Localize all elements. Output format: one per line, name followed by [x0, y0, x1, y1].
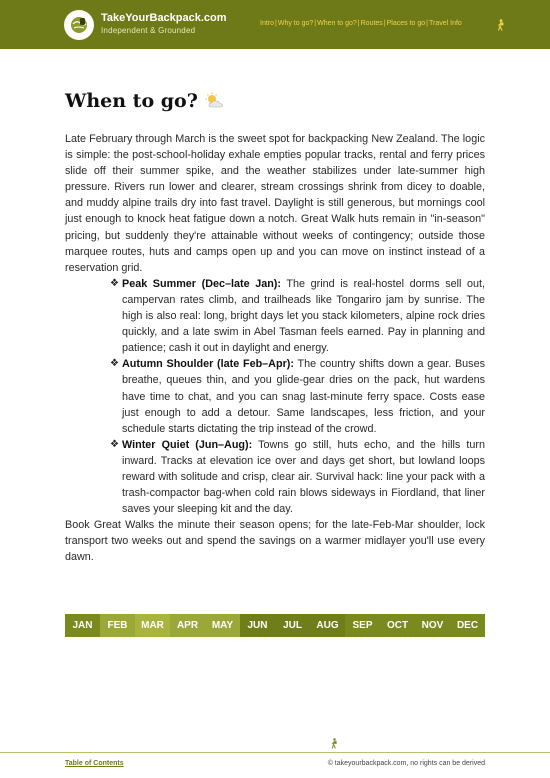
month-cell-jan: JAN: [65, 614, 100, 637]
nav-intro[interactable]: Intro: [260, 20, 275, 27]
table-of-contents-link[interactable]: Table of Contents: [65, 760, 124, 767]
month-cell-apr: APR: [170, 614, 205, 637]
title-row: [65, 90, 226, 112]
nav-places-to-go[interactable]: Places to go: [386, 20, 426, 27]
copyright-notice: © takeyourbackpack.com, no rights can be derived: [327, 760, 485, 767]
month-cell-sep: SEP: [345, 614, 380, 637]
nav-when-to-go[interactable]: When to go?: [317, 20, 357, 27]
hiker-icon: [496, 19, 506, 31]
outro-paragraph: Book Great Walks the minute their season opens; for the late-Feb-Mar shoulder, lock transport two weeks out and spend the savings on a warmer midlayer you'll use every dawn.: [65, 519, 485, 564]
season-text: The grind is real-hostel dorms sell out, campervan rates climb, and trailheads like Tongariro jam by sunrise. The high is also real: long, bright days let you stack kilometers, alpine rock dries quickly, and a late swim in Abel Tasman feels earned. Pay in planning and patience; cash it out in daylight and energy.: [122, 277, 485, 355]
logo[interactable]: [64, 10, 94, 40]
bullet-icon: ❖: [110, 358, 119, 370]
season-list: [110, 276, 485, 517]
month-cell-nov: NOV: [415, 614, 450, 637]
bullet-icon: ❖: [110, 277, 119, 289]
page-title: When to go?: [65, 90, 198, 112]
brand-title: TakeYourBackpack.com: [101, 12, 227, 24]
nav-routes[interactable]: Routes: [360, 20, 383, 27]
season-text: The country shifts down a gear. Buses breathe, queues thin, and you glide-gear dries on the pack, hut wardens have time to chat, and you can snag last-minute ferry space. Costs ease just enough to add a detour. Same landscapes, less friction, and your schedule starts dictating the trip instead of the crowd.: [122, 358, 485, 435]
footer-divider: [0, 752, 550, 753]
brand-subtitle: Independent & Grounded: [101, 26, 196, 35]
globe-backpack-icon: [69, 15, 89, 35]
season-name: Peak Summer (Dec–late Jan):: [122, 277, 282, 290]
top-nav: Intro | Why to go? | When to go? | Routes | Places to go | Travel Info: [260, 20, 462, 27]
season-text: Towns go still, huts echo, and the hills turn inward. Tracks at elevation ice over and days get short, but lowland loops reward with solitude and crisp, clear air. Survival hack: line your pack with a trash-compactor bag-when cold rain blows sideways in Fiordland, that liner saves your sleeping kit and the day.: [122, 438, 485, 516]
hiker-icon: [330, 738, 339, 749]
month-cell-jul: JUL: [275, 614, 310, 637]
list-item: [110, 356, 485, 436]
season-name: Autumn Shoulder (late Feb–Apr):: [122, 358, 294, 371]
month-cell-dec: DEC: [450, 614, 485, 637]
intro-paragraph: Late February through March is the sweet spot for backpacking New Zealand. The logic is simple: the post-school-holiday exhale empties popular tracks, rental and ferry prices slide off their summer spike, and the weather stabilizes under late-summer high pressure. Rivers run lower and clearer, stream crossings shrink from dicey to doable, and muddy alpine trails dry into fast travel. Daylight is still generous, but mornings cool just enough to knock heat fatigue down a notch. Great Walk huts remain in "in-season" pricing, but suddenly they're attainable without weeks of contingency; outside those marquee routes, huts and camps open up and you can move on instinct instead of a reservation grid.: [65, 133, 485, 274]
sun-behind-cloud-icon: [204, 92, 226, 110]
month-cell-aug: AUG: [310, 614, 345, 637]
list-item: [110, 437, 485, 517]
month-strip: [65, 614, 485, 637]
month-cell-oct: OCT: [380, 614, 415, 637]
main-content: [65, 131, 485, 566]
list-item: [110, 276, 485, 356]
month-cell-jun: JUN: [240, 614, 275, 637]
month-cell-feb: FEB: [100, 614, 135, 637]
header-bar: [0, 0, 550, 49]
month-cell-may: MAY: [205, 614, 240, 637]
season-name: Winter Quiet (Jun–Aug):: [122, 438, 253, 451]
nav-travel-info[interactable]: Travel Info: [429, 20, 462, 27]
nav-why-to-go[interactable]: Why to go?: [277, 20, 314, 27]
month-cell-mar: MAR: [135, 614, 170, 637]
bullet-icon: ❖: [110, 438, 119, 450]
